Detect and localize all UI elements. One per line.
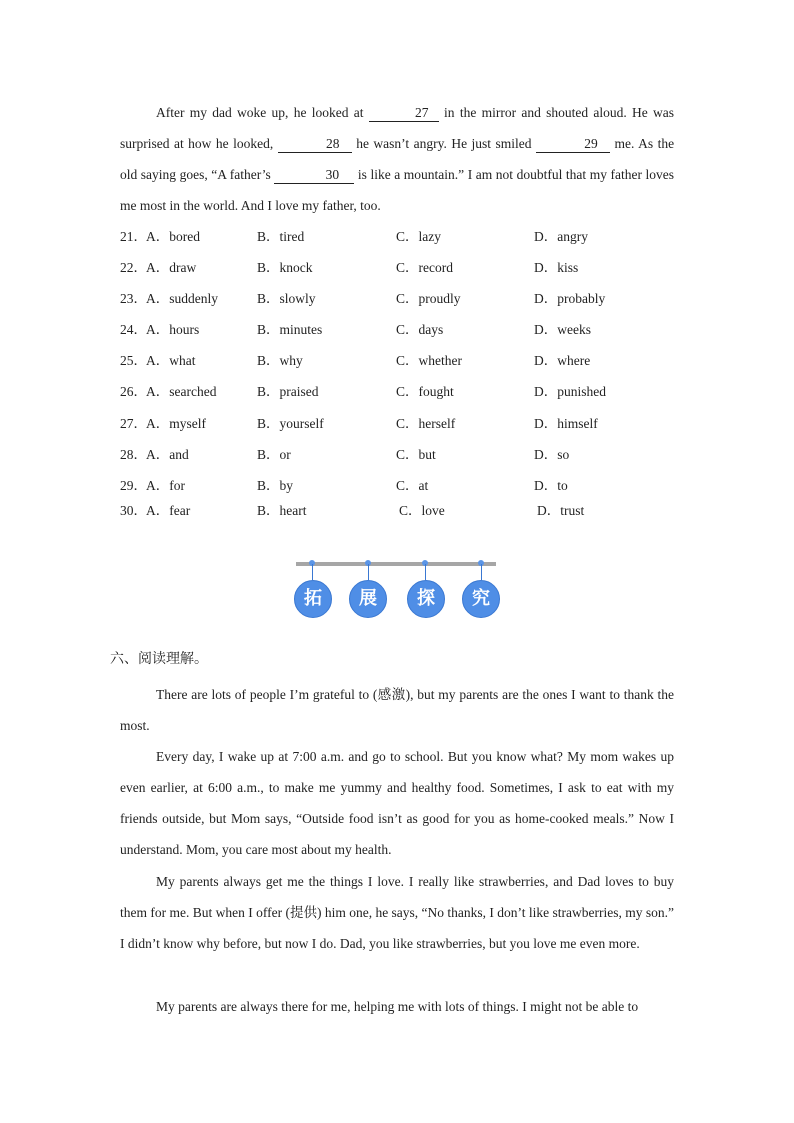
option-a: A．fear <box>146 503 191 518</box>
option-b: B．by <box>257 478 294 493</box>
option-a: A．for <box>146 478 185 493</box>
option-b: B．or <box>257 447 291 462</box>
reading-paragraph: My parents are always there for me, helping me with lots of things. I might not be able to <box>156 999 639 1014</box>
cloze-text: in the mirror and shouted aloud. He was surprised at how he looked, <box>120 105 675 151</box>
option-d: D．trust <box>537 503 585 518</box>
question-number: 21． <box>120 229 147 244</box>
option-b: B．yourself <box>257 416 324 431</box>
question-number: 23． <box>120 291 147 306</box>
question-number: 27． <box>120 416 147 431</box>
option-a: A．draw <box>146 260 197 275</box>
question-number: 25． <box>120 353 147 368</box>
question-number: 22． <box>120 260 147 275</box>
option-a: A．what <box>146 353 196 368</box>
option-d: D．weeks <box>534 322 591 337</box>
blank-27: 27 <box>369 105 439 122</box>
banner-bar <box>296 562 496 566</box>
option-c: C．days <box>396 322 444 337</box>
banner-circle: 拓 <box>294 580 332 618</box>
banner-circle: 展 <box>349 580 387 618</box>
blank-29: 29 <box>536 136 610 153</box>
blank-28: 28 <box>278 136 352 153</box>
option-c: C．whether <box>396 353 462 368</box>
option-c: C．love <box>399 503 445 518</box>
banner-stem <box>425 564 426 580</box>
section-banner <box>296 560 498 620</box>
banner-stem <box>481 564 482 580</box>
question-number: 26． <box>120 384 147 399</box>
cloze-passage <box>120 97 674 221</box>
option-b: B．minutes <box>257 322 323 337</box>
cloze-text: is like a mountain.” I am not doubtful that my father loves me most in the world. And I love my father, too. <box>120 167 675 213</box>
option-c: C．fought <box>396 384 454 399</box>
banner-circle: 探 <box>407 580 445 618</box>
option-a: A．and <box>146 447 189 462</box>
option-b: B．heart <box>257 503 307 518</box>
option-b: B．tired <box>257 229 305 244</box>
option-c: C．record <box>396 260 453 275</box>
question-number: 30． <box>120 503 147 518</box>
option-c: C．lazy <box>396 229 441 244</box>
cloze-text: me. As the old saying goes, “A father’s <box>120 136 675 182</box>
cloze-text: After my dad woke up, he looked at <box>156 105 364 120</box>
option-a: A．myself <box>146 416 206 431</box>
option-b: B．slowly <box>257 291 316 306</box>
reading-paragraph: Every day, I wake up at 7:00 a.m. and go to school. But you know what? My mom wakes up even earlier, at 6:00 a.m., to make me yummy and healthy food. Sometimes, I ask to eat with my friends outside, but Mom says, “Outside food isn’t as good for you as home-cooked meals.” Now I understand. Mom, you care most about my health. <box>120 749 674 857</box>
question-number: 24． <box>120 322 147 337</box>
option-d: D．himself <box>534 416 598 431</box>
option-b: B．why <box>257 353 303 368</box>
option-c: C．proudly <box>396 291 461 306</box>
cloze-text: he wasn’t angry. He just smiled <box>356 136 532 151</box>
blank-30: 30 <box>274 167 354 184</box>
option-b: B．knock <box>257 260 313 275</box>
option-a: A．bored <box>146 229 200 244</box>
question-number: 28． <box>120 447 147 462</box>
option-c: C．herself <box>396 416 456 431</box>
reading-paragraph: My parents always get me the things I love. I really like strawberries, and Dad loves to buy them for me. But when I offer (提供) him one, he says, “No thanks, I don’t like strawberries, my son.” I didn’t know why before, but now I do. Dad, you like strawberries, but you love me even more. <box>120 874 675 951</box>
option-a: A．searched <box>146 384 217 399</box>
banner-stem <box>368 564 369 580</box>
option-d: D．so <box>534 447 570 462</box>
banner-circle: 究 <box>462 580 500 618</box>
option-d: D．probably <box>534 291 606 306</box>
banner-stem <box>312 564 313 580</box>
option-a: A．hours <box>146 322 200 337</box>
option-c: C．at <box>396 478 429 493</box>
reading-paragraph: There are lots of people I’m grateful to (感激), but my parents are the ones I want to thank the most. <box>120 687 674 733</box>
option-d: D．angry <box>534 229 588 244</box>
option-d: D．where <box>534 353 591 368</box>
option-c: C．but <box>396 447 436 462</box>
option-d: D．punished <box>534 384 606 399</box>
option-d: D．to <box>534 478 568 493</box>
question-number: 29． <box>120 478 147 493</box>
option-a: A．suddenly <box>146 291 218 306</box>
option-b: B．praised <box>257 384 319 399</box>
option-d: D．kiss <box>534 260 579 275</box>
section-heading: 六、阅读理解。 <box>110 651 208 667</box>
